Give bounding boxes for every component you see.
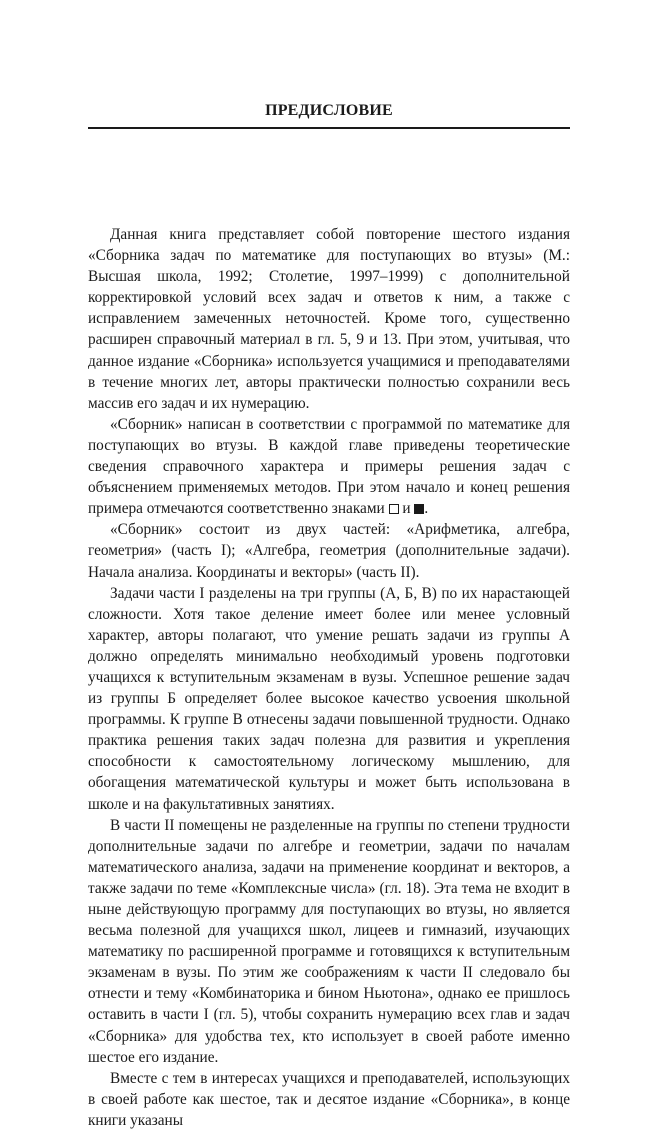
paragraph-2 bbox=[88, 414, 570, 519]
solution-end-square-icon bbox=[414, 504, 424, 514]
paragraph-5: В части II помещены не разделенные на группы по степени трудности дополнительные задачи по алгебре и геометрии, задачи по началам математического анализа, задачи на применение координат и векторов, а также задачи по теме «Комплексные числа» (гл. 18). Эта тема не входит в ныне действующую программу для поступающих во втузы, но является весьма полезной для учащихся школ, лицеев и гимназий, изучающих математику по расширенной программе и готовящихся к вступительным экзаменам в вузы. По этим же соображениям к части II следовало бы отнести и тему «Комбинаторика и бином Ньютона», однако ее пришлось оставить в части I (гл. 5), чтобы сохранить нумерацию всех глав и задач «Сборника» для удобства тех, кто использует в своей работе именно шестое его издание. bbox=[88, 816, 570, 1066]
paragraph-3: «Сборник» состоит из двух частей: «Арифметика, алгебра, геометрия» (часть I); «Алгебра, геометрия (дополнительные задачи). Начала анализа. Координаты и векторы» (часть II). bbox=[88, 521, 570, 581]
title-rule bbox=[88, 127, 570, 129]
preface-text bbox=[88, 224, 570, 1131]
paragraph-2-text: «Сборник» написан в соответствии с программой по математике для поступающих во втузы. В каждой главе приведены теоретические сведения справочного характера и примеры решения задач с объяснением применяемых методов. При этом начало и конец решения примера отмечаются соответственно знаками bbox=[88, 415, 570, 518]
paragraph-4: Задачи части I разделены на три группы (А, Б, В) по их нарастающей сложности. Хотя такое деление имеет более или менее условный характер, авторы полагают, что умение решать задачи из группы А должно определять минимально необходимый уровень подготовки учащихся к вступительным экзаменам в вузы. Успешное решение задач из группы Б определяет более высокое качество усвоения школьной программы. К группе В отнесены задачи повышенной трудности. Однако практика решения таких задач полезна для развития и укрепления способности к самостоятельному логическому мышлению, для обогащения математической культуры и может быть использована в школе и на факультативных занятиях. bbox=[88, 584, 570, 813]
paragraph-1: Данная книга представляет собой повторение шестого издания «Сборника задач по математике для поступающих во втузы» (М.: Высшая школа, 1992; Столетие, 1997–1999) с дополнительной корректировкой условий всех задач и ответов к ним, а также с исправлением замеченных неточностей. Кроме того, существенно расширен справочный материал в гл. 5, 9 и 13. При этом, учитывая, что данное издание «Сборника» используется учащимися и преподавателями в течение многих лет, авторы практически полностью сохранили весь массив его задач и их нумерацию. bbox=[88, 226, 570, 412]
page-title: ПРЕДИСЛОВИЕ bbox=[265, 102, 393, 119]
solution-start-square-icon bbox=[389, 504, 399, 514]
paragraph-2-conjunction: и bbox=[398, 500, 415, 518]
paragraph-2-end: . bbox=[424, 500, 429, 518]
paragraph-6: Вместе с тем в интересах учащихся и преподавателей, использующих в своей работе как шестое, так и десятое издание «Сборника», в конце книги указаны bbox=[88, 1069, 570, 1129]
